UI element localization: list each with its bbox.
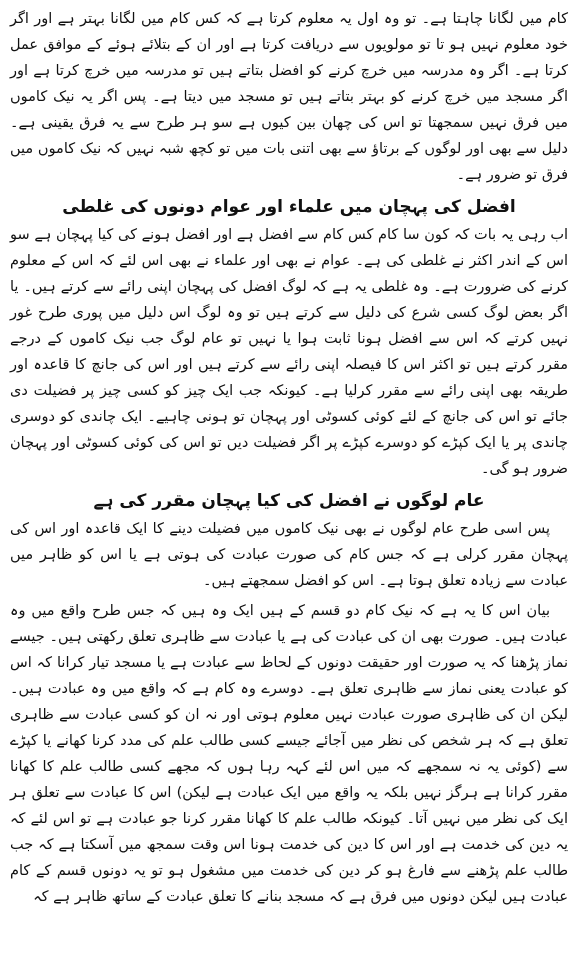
- heading-mistake-of-scholars-and-public: افضل کی پہچان میں علماء اور عوام دونوں کی غلطی: [62, 197, 516, 217]
- heading-public-criterion: عام لوگوں نے افضل کی کیا پہچان مقرر کی ہے: [93, 491, 485, 511]
- paragraph-two-kinds-of-deeds: بیان اس کا یہ ہے کہ نیک کام دو قسم کے ہیں ایک وہ ہیں کہ جس طرح واقع میں وہ عبادت ہیں۔ صورت بھی ان کی عبادت کی ہے یا عبادت سے ظاہری تعلق رکھتی ہیں۔ جیسے نماز پڑھنا کہ یہ صورت اور حقیقت دونوں کے لحاظ سے عبادت ہے یا مسجد تیار کرانا کہ اس کو عبادت یعنی نماز سے ظاہری تعلق ہے۔ دوسرے وہ کام ہے کہ واقع میں وہ عبادت ہیں۔ لیکن ان کی ظاہری صورت عبادت نہیں معلوم ہوتی اور نہ ان کو کسی عبادت سے ظاہری تعلق ہے کہ ہر شخص کی نظر میں آجائے جیسے کسی طالب علم کی مدد کرنا کھانے یا کپڑے سے (کوئی یہ نہ سمجھے کہ میں اس لئے کہہ رہا ہوں کہ مجھے کسی طالب علم کا کھانا مقرر کرانا ہے ہرگز نہیں بلکہ یہ واقع میں ایک عبادت ہے لیکن) اس کا عبادت سے تعلق ہر ایک کی نظر میں نہیں آتا۔ کیونکہ طالب علم کا کھانا مقرر کرنا جو عبادت ہے تو اس لئے کہ یہ دین کی خدمت ہے اور اس کا دین کی خدمت ہونا اس وقت سمجھ میں آسکتا ہے کہ جب طالب علم پڑھنے سے فارغ ہو کر دین کی خدمت میں مشغول ہو تو یہ دونوں قسم کے کام عبادت ہیں لیکن دونوں میں فرق ہے کہ مسجد بنانے کا تعلق عبادت کے ساتھ ظاہر ہے کہ: [10, 603, 568, 905]
- paragraph-identifying-superiority: اب رہی یہ بات کہ کون سا کام کس کام سے افضل ہے اور افضل ہونے کی کیا پہچان ہے سو اس کے اندر اکثر نے غلطی کی ہے۔ عوام نے بھی اور علماء نے بھی اس لئے کہ اس کے معلوم کرنے کی ضرورت ہے۔ وہ غلطی یہ ہے کہ لوگ افضل کی پہچان اپنی رائے سے کرتے ہیں۔ یا اگر بعض لوگ کسی شرع کی دلیل سے کرتے ہیں تو وہ لوگ اس دلیل میں پوری طرح غور نہیں کرتے کہ اس سے افضل ہونا ثابت ہوا یا نہیں تو عام لوگ جب نیک کاموں کے درجے مقرر کرتے ہیں تو اکثر اس کا فیصلہ اپنی رائے سے کرتے ہیں اور اس کی جانچ کا قاعدہ اور طریقہ بھی اپنی رائے سے مقرر کرلیا ہے۔ کیونکہ جب ایک چیز کو کسی چیز پر فضیلت دی جائے تو اس کی جانچ کے لئے کوئی کسوٹی اور پہچان تو ہونی چاہیے۔ ایک چاندی کو دوسری چاندی پر یا ایک کپڑے کو دوسرے کپڑے پر اگر فضیلت دیں تو اس کی کوئی کسوٹی اور پہچان ضرور ہو گی۔: [10, 227, 568, 477]
- paragraph-charity-spending: کام میں لگانا چاہتا ہے۔ تو وہ اول یہ معلوم کرتا ہے کہ کس کام میں لگانا بہتر ہے اور اگر خود معلوم نہیں ہو تا تو مولویوں سے دریافت کرتا ہے اور ان کے بتلائے ہوئے کے موافق عمل کرتا ہے۔ اگر وہ مدرسہ میں خرچ کرنے کو افضل بتاتے ہیں تو مدرسہ میں خرچ کرتا ہے اور اگر مسجد میں خرچ کرنے کو بہتر بتاتے ہیں تو مسجد میں دیتا ہے۔ پس اگر یہ نیک کاموں میں فرق نہیں سمجھتا تو اس کی چھان بین کیوں ہے سو ہر طرح سے یہ فرق یقینی ہے۔ دلیل سے بھی اور لوگوں کے برتاؤ سے بھی اتنی بات میں تو کچھ شبہ نہیں کہ نیک کاموں میں فرق تو ضرور ہے۔: [10, 11, 568, 183]
- paragraph-public-rule: پس اسی طرح عام لوگوں نے بھی نیک کاموں میں فضیلت دینے کا ایک قاعدہ اور اس کی پہچان مقرر کرلی ہے کہ جس کام کی صورت عبادت کی ہوتی ہے یا اس کو ظاہر میں عبادت سے زیادہ تعلق ہوتا ہے۔ اس کو افضل سمجھتے ہیں۔: [10, 521, 568, 589]
